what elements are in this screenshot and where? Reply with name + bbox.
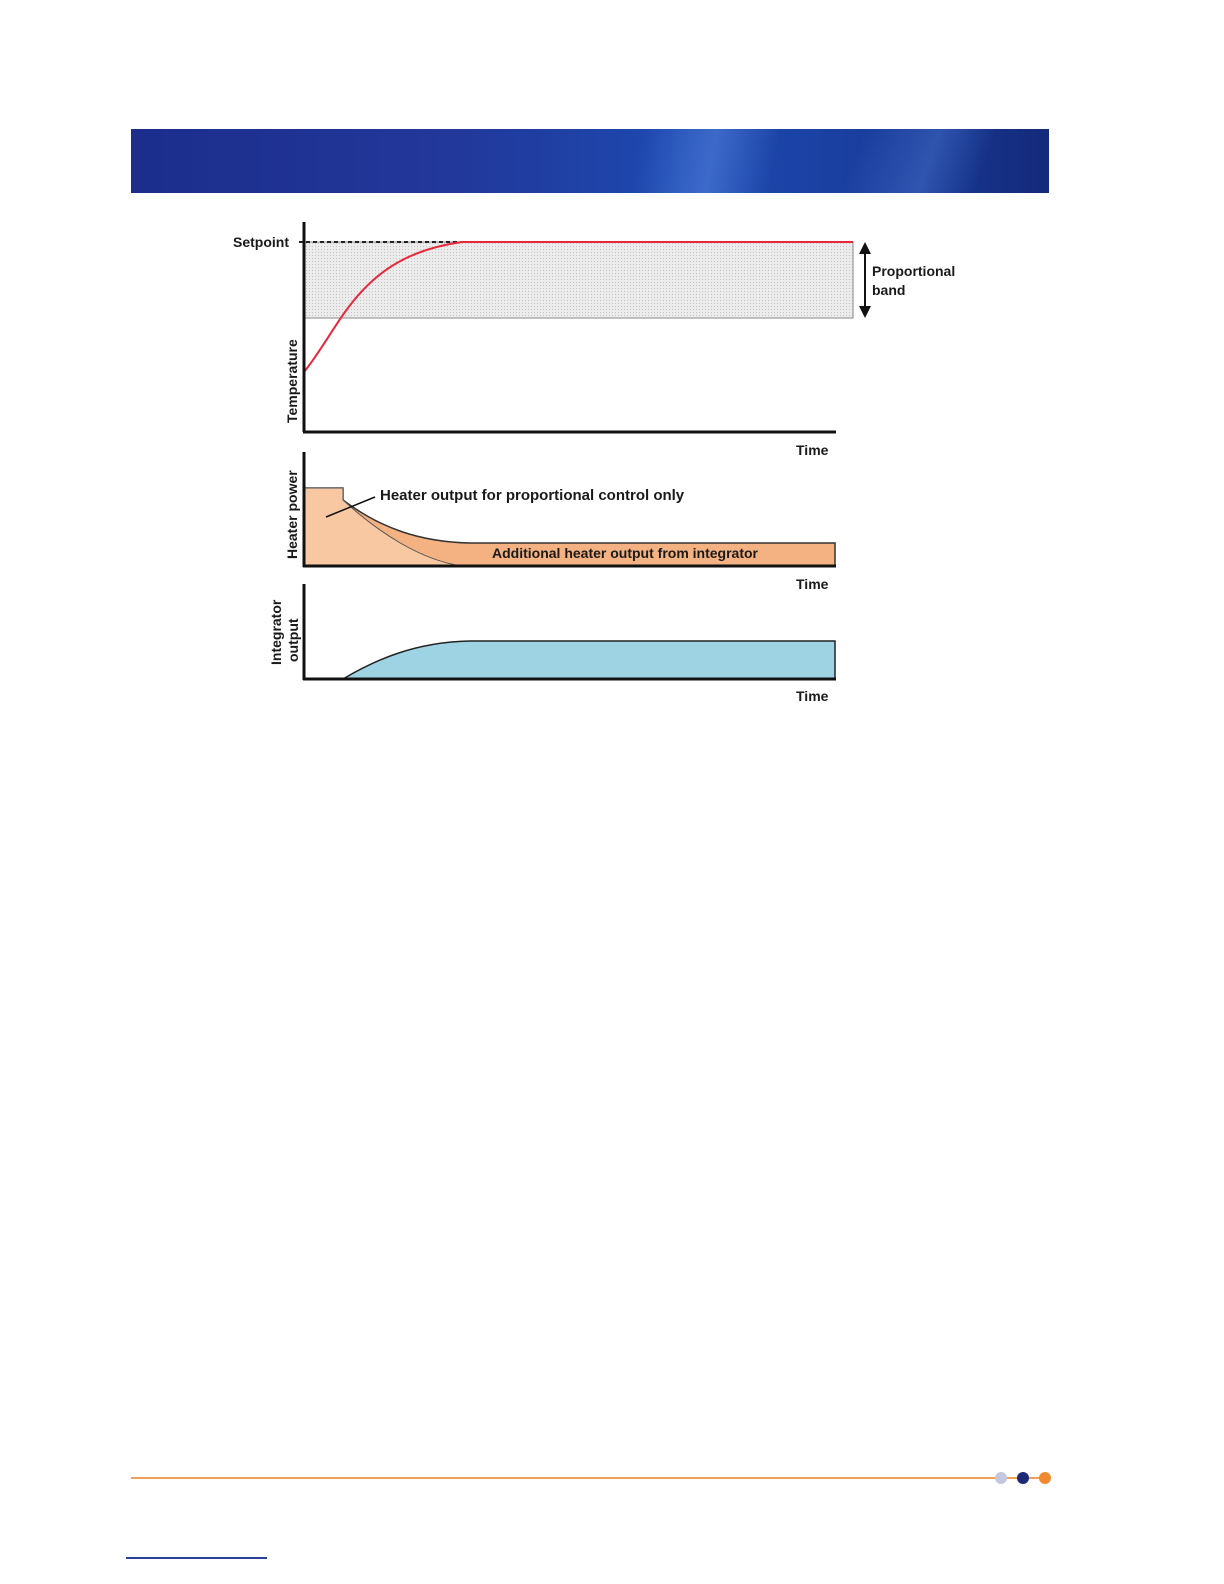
footer-dots — [995, 1472, 1055, 1484]
middle-time-label: Time — [796, 576, 829, 592]
temperature-axis-label: Temperature — [284, 339, 300, 423]
footer-dot-navy — [1017, 1472, 1029, 1484]
proportional-band-label-line2: band — [872, 282, 906, 298]
footer-dot-light — [995, 1472, 1007, 1484]
proportional-band-label-line1: Proportional — [872, 263, 956, 279]
footer-rule — [131, 1477, 1003, 1479]
band-arrow-up-head — [859, 242, 871, 254]
bottom-link-rule — [126, 1557, 267, 1559]
setpoint-label: Setpoint — [233, 234, 289, 250]
pi-control-diagram — [0, 0, 1224, 760]
integrator-band-label: Additional heater output from integrator — [492, 545, 758, 561]
integrator-axis-label-line2: output — [285, 618, 301, 662]
band-arrow-down-head — [859, 306, 871, 318]
integrator-output-area — [343, 641, 835, 679]
proportional-band-area — [304, 242, 853, 318]
integrator-axis-label-line1: Integrator — [268, 599, 284, 665]
top-time-label: Time — [796, 442, 829, 458]
bottom-time-label: Time — [796, 688, 829, 704]
footer-dot-orange — [1039, 1472, 1051, 1484]
heater-power-axis-label: Heater power — [284, 470, 300, 559]
proportional-only-callout: Heater output for proportional control only — [380, 487, 685, 504]
